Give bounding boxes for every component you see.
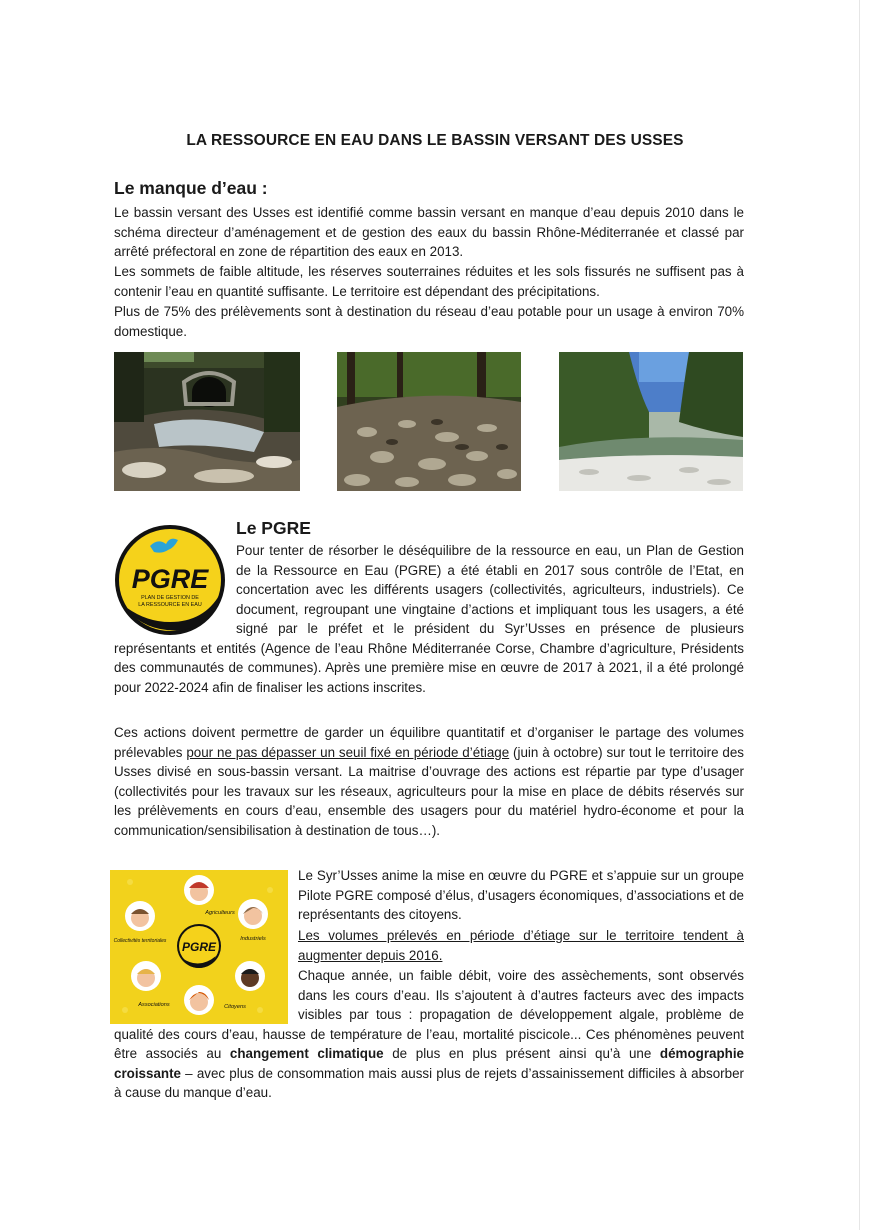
illus-label-citoyens: Citoyens	[224, 1004, 246, 1010]
paragraph-pgre-2-underlined: pour ne pas dépasser un seuil fixé en période d’étiage	[186, 744, 510, 760]
river-photo-tunnel	[114, 352, 300, 491]
document-title: LA RESSOURCE EN EAU DANS LE BASSIN VERSANT DES USSES	[186, 132, 684, 149]
paragraph-manque-2: Les sommets de faible altitude, les réserves souterraines réduites et les sols fissurés ne suffisent pas à contenir l’eau en quantité suffisante. Le territoire est dépendant des précipitations.	[114, 264, 744, 299]
paragraph-manque-3: Plus de 75% des prélèvements sont à destination du réseau d’eau potable pour un usage à environ 70% domestique.	[114, 304, 744, 339]
page-edge	[859, 0, 860, 1230]
paragraph-syrusses-2	[298, 926, 744, 965]
paragraph-pgre-2	[114, 723, 744, 840]
paragraph-manque-1: Le bassin versant des Usses est identifié comme bassin versant en manque d’eau depuis 2010 dans le schéma directeur d’aménagement et de gestion des eaux du bassin Rhône-Méditerranée et classé par arrêté préfectoral en zone de répartition des eaux en 2013.	[114, 205, 744, 259]
illus-label-agriculteurs: Agriculteurs	[205, 910, 235, 916]
illus-center-text: PGRE	[181, 940, 217, 954]
paragraph-pgre-2-start: Ces actions doivent permettre de garder un équilibre quantitatif et d’organiser le partage des volumes prélevables	[114, 725, 744, 760]
face-industriels	[238, 899, 268, 929]
river-photo-shallow	[559, 352, 743, 491]
illus-label-associations: Associations	[138, 1002, 170, 1008]
bold-changement-climatique: changement climatique	[229, 1046, 384, 1061]
section-heading-pgre: Le PGRE	[236, 518, 311, 538]
section-heading-manque: Le manque d’eau :	[114, 178, 268, 198]
paragraph-syrusses-3-end: – avec plus de consommation mais aussi plus de rejets d’assainissement difficiles à absorber à cause du manque d’eau.	[114, 1065, 744, 1100]
paragraph-syrusses-3-start: Chaque année, un faible débit, voire des assèchements, sont observés dans les cours d’eau. Ils s’ajoutent à d’autres facteurs avec des impacts visibles par tous : propagation de développement algale, problème de qualité des cours d’eau, hausse de température de l’eau, mortalité piscicole... Ces phénomènes peuvent être associés au	[114, 968, 744, 1061]
face-agriculteurs	[184, 875, 214, 905]
river-photo-dry-bed	[337, 352, 521, 491]
face-collectivites	[125, 901, 155, 931]
illustration-float-spacer	[114, 966, 298, 1024]
logo-float-spacer	[114, 541, 236, 638]
illus-label-collectivites: Collectivités territoriales	[113, 938, 167, 944]
paragraph-pgre-2-end: (juin à octobre) sur tout le territoire des Usses divisé en sous-bassin versant. La maitrise d’ouvrage des actions est répartie par type d’usager (collectivités pour les travaux sur les réseaux, agriculteurs pour la mise en place de débits réservés sur les prélèvements en cours d’eau, ensemble des usagers pour du matériel hydro-économe et pour la communication/sensibilisation à destination de tous…).	[114, 744, 744, 838]
paragraph-syrusses-1: Le Syr’Usses anime la mise en œuvre du PGRE et s’appuie sur un groupe Pilote PGRE composé d’élus, d’usagers économiques, d’associations et de représentants des citoyens.	[298, 868, 744, 922]
bold-demographie-croissante: démographie croissante	[114, 1046, 744, 1081]
paragraph-syrusses-3	[114, 966, 744, 1103]
pgre-logo-sub2: LA RESSOURCE EN EAU	[138, 602, 202, 608]
pgre-logo-main-text: PGRE	[131, 564, 209, 594]
paragraph-pgre-1: Pour tenter de résorber le déséquilibre de la ressource en eau, un Plan de Gestion de la Ressource en Eau (PGRE) a été établi en 2017 sous contrôle de l’Etat, en concertation avec les différents usagers (collectivités, agriculteurs, industriels). Ce document, regroupant une vingtaine d’actions et impliquant tous les usagers, a été signé par le préfet et le président du Syr’Usses en présence de plusieurs représentants et entités (Agence de l’eau Rhône Méditerranée Corse, Chambre d’agriculture, Présidents des communautés de communes). Après une première mise en œuvre de 2017 à 2021, il a été prolongé pour 2022-2024 afin de finaliser les actions inscrites.	[114, 543, 744, 695]
pgre-logo-sub1: PLAN DE GESTION DE	[141, 595, 199, 601]
paragraph-syrusses-2-underlined: Les volumes prélevés en période d’étiage sur le territoire tendent à augmenter depuis 2016.	[298, 928, 744, 963]
paragraph-syrusses-3-mid: de plus en plus présent ainsi qu’à une	[383, 1046, 660, 1061]
illus-label-industriels: Industriels	[240, 936, 266, 942]
